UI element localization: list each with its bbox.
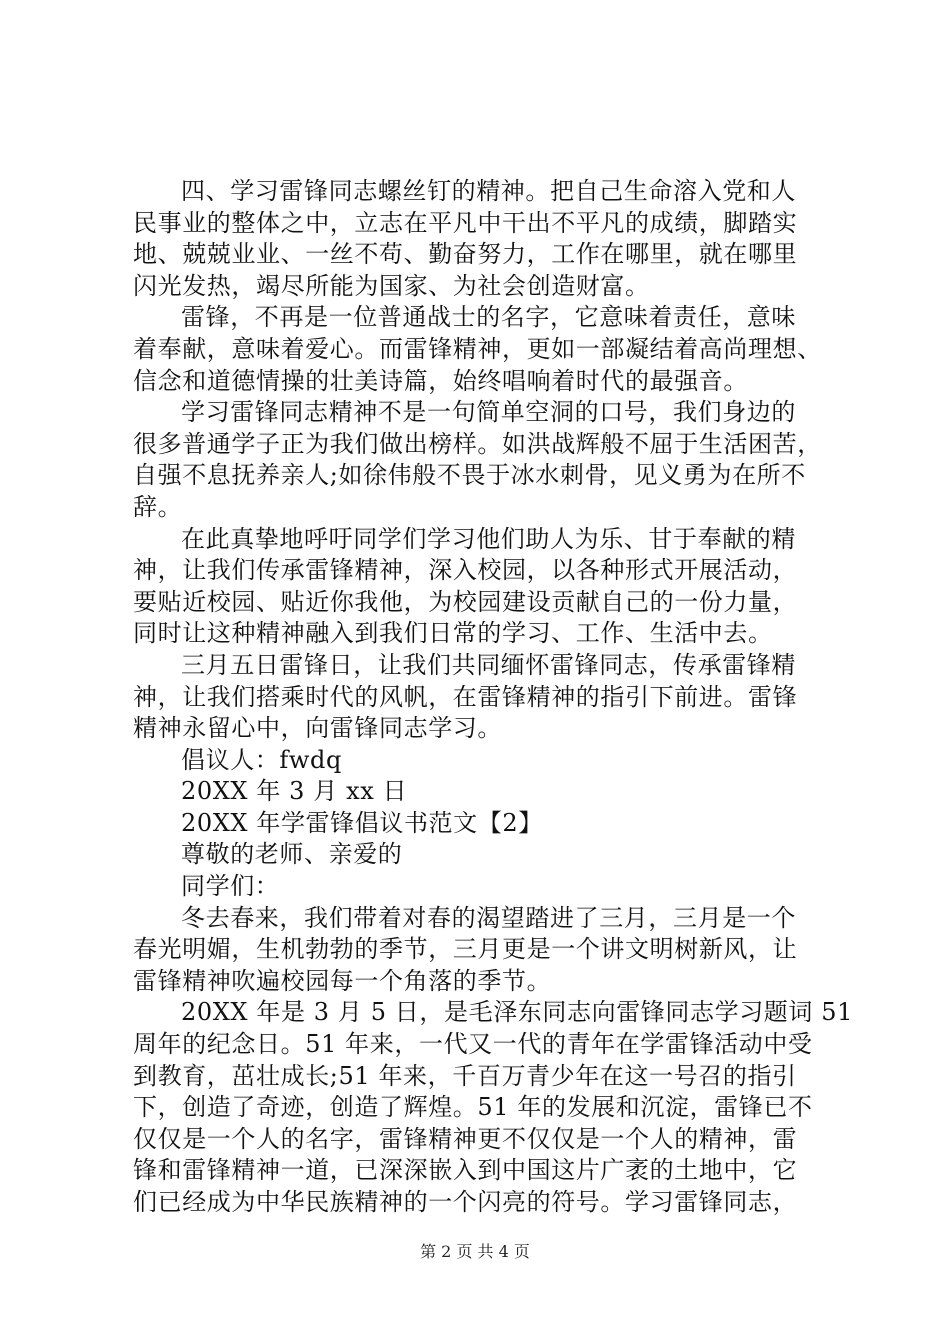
text-line: 下，创造了奇迹，创造了辉煌。51 年的发展和沉淀，雷锋已不: [133, 1093, 813, 1122]
text-line: 同学们：: [181, 872, 280, 901]
text-line: 自强不息抚养亲人;如徐伟般不畏于冰水刺骨，见义勇为在所不: [133, 461, 806, 490]
text-line: 锋和雷锋精神一道，已深深嵌入到中国这片广袤的土地中，它: [133, 1156, 798, 1185]
text-line: 倡议人：fwdq: [181, 745, 342, 774]
text-line: 冬去春来，我们带着对春的渴望踏进了三月，三月是一个: [181, 903, 796, 932]
text-line: 雷锋精神吹遍校园每一个角落的季节。: [133, 966, 552, 995]
document-body: [133, 176, 853, 1219]
text-line: 民事业的整体之中，立志在平凡中干出不平凡的成绩，脚踏实: [133, 208, 798, 237]
text-line: 四、学习雷锋同志螺丝钉的精神。把自己生命溶入党和人: [181, 177, 796, 205]
text-line: 仅仅是一个人的名字，雷锋精神更不仅仅是一个人的精神，雷: [133, 1124, 798, 1153]
text-line: 雷锋，不再是一位普通战士的名字，它意味着责任，意味: [181, 303, 796, 332]
text-line: 同时让这种精神融入到我们日常的学习、工作、生活中去。: [133, 619, 773, 648]
text-line: 20XX 年学雷锋倡议书范文【2】: [181, 808, 543, 837]
text-line: 精神永留心中，向雷锋同志学习。: [133, 714, 502, 743]
text-line: 到教育，茁壮成长;51 年来，千百万青少年在这一号召的指引: [133, 1061, 797, 1090]
text-line: 春光明媚，生机勃勃的季节，三月更是一个讲文明树新风，让: [133, 935, 798, 964]
text-line: 很多普通学子正为我们做出榜样。如洪战辉般不屈于生活困苦，: [133, 429, 822, 458]
text-line: 地、兢兢业业、一丝不苟、勤奋努力，工作在哪里，就在哪里: [133, 240, 798, 269]
text-line: 神，让我们搭乘时代的风帆，在雷锋精神的指引下前进。雷锋: [133, 682, 798, 711]
text-line: 20XX 年 3 月 xx 日: [181, 777, 408, 806]
text-line: 着奉献，意味着爱心。而雷锋精神，更如一部凝结着高尚理想、: [133, 334, 822, 363]
page-footer: 第 2 页 共 4 页: [420, 1242, 530, 1261]
text-line: 辞。: [133, 492, 183, 521]
text-line: 神，让我们传承雷锋精神，深入校园，以各种形式开展活动，: [133, 556, 798, 585]
text-line: 20XX 年是 3 月 5 日，是毛泽东同志向雷锋同志学习题词 51: [181, 998, 853, 1027]
text-line: 周年的纪念日。51 年来，一代又一代的青年在学雷锋活动中受: [133, 1030, 813, 1059]
text-line: 尊敬的老师、亲爱的: [181, 840, 403, 869]
text-line: 们已经成为中华民族精神的一个闪亮的符号。学习雷锋同志，: [133, 1188, 798, 1216]
text-line: 要贴近校园、贴近你我他，为校园建设贡献自己的一份力量，: [133, 587, 798, 616]
text-line: 学习雷锋同志精神不是一句简单空洞的口号，我们身边的: [181, 398, 796, 427]
text-line: 在此真挚地呼吁同学们学习他们助人为乐、甘于奉献的精: [181, 524, 796, 553]
text-line: 三月五日雷锋日，让我们共同缅怀雷锋同志，传承雷锋精: [181, 650, 796, 679]
text-line: 闪光发热，竭尽所能为国家、为社会创造财富。: [133, 271, 650, 300]
text-line: 信念和道德情操的壮美诗篇，始终唱响着时代的最强音。: [133, 366, 748, 395]
